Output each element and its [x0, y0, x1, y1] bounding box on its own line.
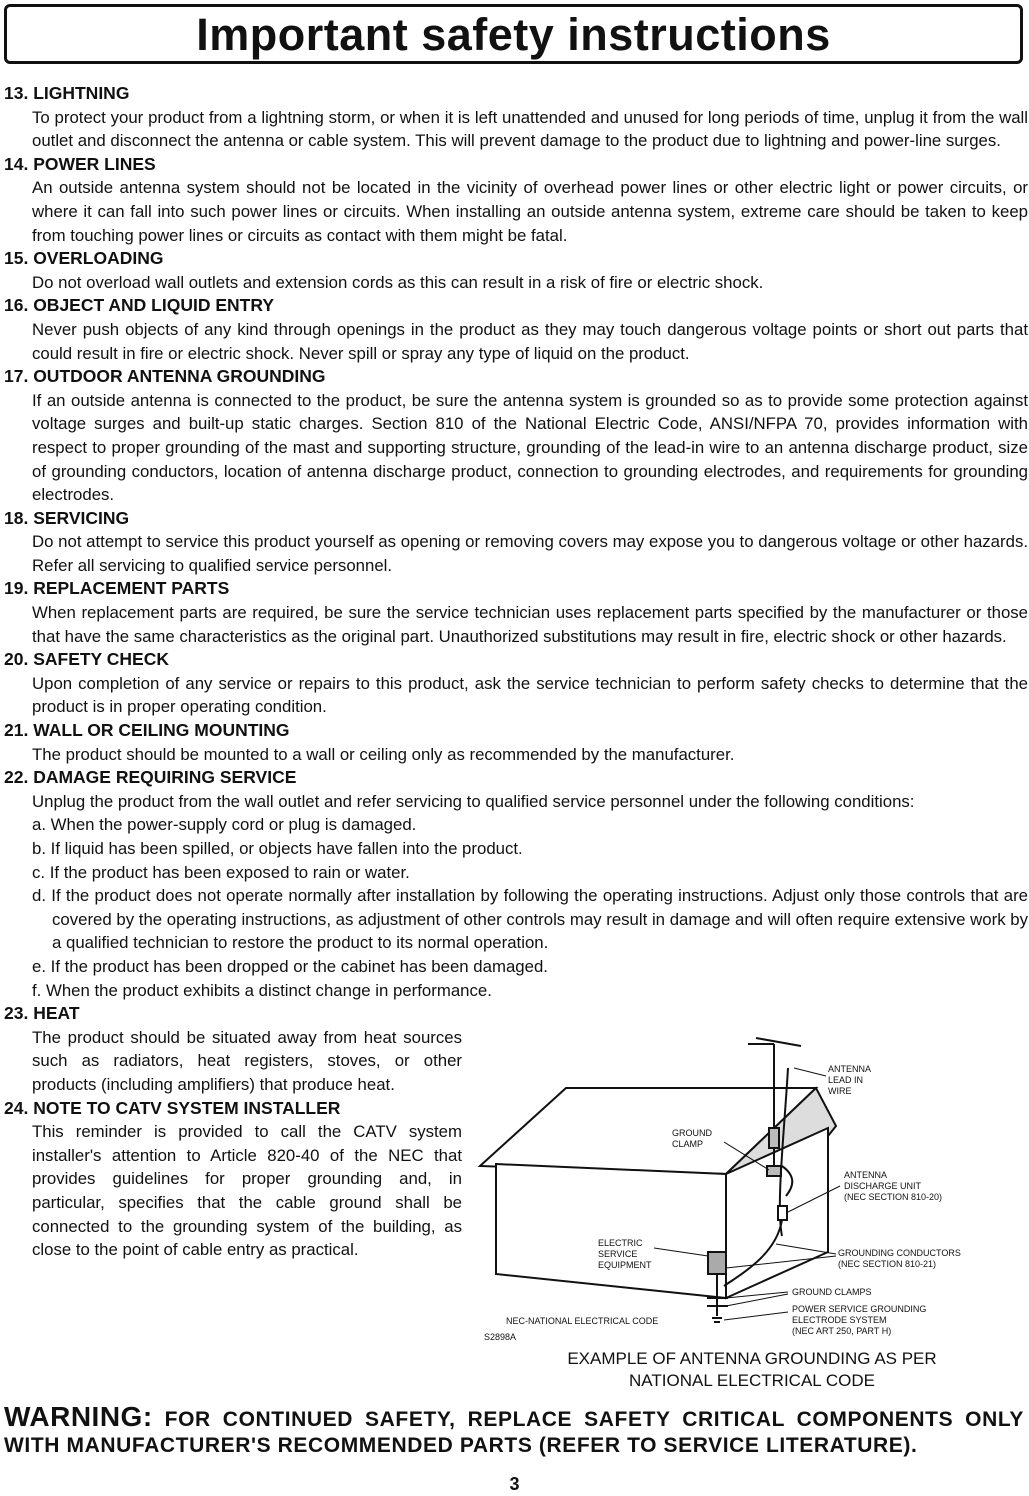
section-heading: 14. POWER LINES	[4, 153, 156, 174]
ground-clamps-label: GROUND CLAMPS	[792, 1287, 872, 1297]
section-heading: 13. LIGHTNING	[4, 83, 130, 103]
section-text: When replacement parts are required, be sure the service technician uses replacement parts specified by the manufacturer or those that have the same characteristics as the original part. Unauthorized substitutions may result in fire, electric shock or other hazards.	[32, 603, 1028, 646]
section-heading: 18. SERVICING	[4, 507, 130, 528]
warning-label: WARNING:	[4, 1401, 153, 1432]
section-heading: 16. OBJECT AND LIQUID ENTRY	[4, 295, 274, 316]
section-22	[4, 766, 1028, 1002]
section-24	[4, 1097, 462, 1262]
section-text: The product should be situated away from heat sources such as radiators, heat registers, stoves, or other products (including amplifiers) that produce heat.	[32, 1027, 462, 1094]
grounding-illustration	[476, 1036, 1028, 1396]
section-text: This reminder is provided to call the CATV system installer's attention to Article 820-40 of the NEC that provides guidelines for proper grounding and, in particular, specifies that the cable ground shall be connected to the grounding system of the building, as close to the point of cable entry as practical.	[32, 1122, 462, 1260]
title-banner	[4, 4, 1023, 64]
section-text: To protect your product from a lightning storm, or when it is left unattended and unused for long periods of time, unplug it from the wall outlet and disconnect the antenna or cable system. This will prevent damage to the product due to lightning and power-line surges.	[32, 107, 1028, 151]
section-heading: 15. OVERLOADING	[4, 248, 164, 269]
ground-clamp-label: GROUND CLAMP	[672, 1128, 712, 1149]
list-item: d. If the product does not operate normally after installation by following the operating instructions. Adjust only those controls that are covered by the operating instructions, as adjustment of other controls may result in damage and will often require extensive work by a qualified technician to restore the product to its normal operation.	[32, 886, 1028, 953]
page-number: 3	[509, 1474, 520, 1494]
list-item: e. If the product has been dropped or the cabinet has been damaged.	[32, 956, 548, 976]
section-text: Upon completion of any service or repairs to this product, ask the service technician to perform safety checks to determine that the product is in proper operating condition.	[32, 673, 1028, 717]
section-text: An outside antenna system should not be located in the vicinity of overhead power lines or other electric light or power circuits, or where it can fall into such power lines or circuits. When installing an outside antenna system, extreme care should be taken to keep from touching power lines or circuits as contact with them might be fatal.	[32, 178, 1028, 245]
house-illustration	[480, 1088, 836, 1298]
list-item: c. If the product has been exposed to rain or water.	[32, 862, 410, 882]
page-title: Important safety instructions	[196, 8, 831, 60]
section-20	[4, 648, 1028, 719]
section-text: If an outside antenna is connected to the product, be sure the antenna system is grounded so as to provide some protection against voltage surges and built-up static charges. Section 810 of the National Electric Code, ANSI/NFPA 70, provides information with respect to proper grounding of the mast and supporting structure, grounding of the lead-in wire to an antenna discharge product, size of grounding conductors, location of antenna discharge product, connection to grounding electrodes, and requirements for grounding electrodes.	[32, 390, 1028, 505]
section-text: Unplug the product from the wall outlet and refer servicing to qualified service personnel under the following conditions:	[32, 791, 915, 811]
warning-notice	[4, 1401, 1024, 1459]
warning-text: FOR CONTINUED SAFETY, REPLACE SAFETY CRITICAL COMPONENTS ONLY WITH MANUFACTURER'S RECOMMENDED PARTS (REFER TO SERVICE LITERATURE).	[4, 1408, 1024, 1457]
section-heading: 22. DAMAGE REQUIRING SERVICE	[4, 767, 297, 788]
grounding-conductors-label: GROUNDING CONDUCTORS (NEC SECTION 810-21)	[838, 1248, 961, 1269]
discharge-unit-label: ANTENNA DISCHARGE UNIT (NEC SECTION 810-20)	[844, 1170, 943, 1202]
section-23	[4, 1002, 462, 1096]
section-21	[4, 719, 1028, 766]
section-13	[4, 82, 1028, 153]
diagram-code: S2898A	[484, 1332, 517, 1342]
section-heading: 21. WALL OR CEILING MOUNTING	[4, 720, 290, 741]
list-item: a. When the power-supply cord or plug is damaged.	[32, 815, 417, 835]
section-text: Never push objects of any kind through openings in the product as they may touch dangerous voltage points or short out parts that could result in fire or electric shock. Never spill or spray any type of liquid on the product.	[32, 319, 1028, 363]
section-text: Do not attempt to service this product yourself as opening or removing covers may expose you to dangerous voltage or other hazards. Refer all servicing to qualified service personnel.	[32, 532, 1028, 575]
list-item: f. When the product exhibits a distinct change in performance.	[32, 980, 492, 1000]
section-heading: 20. SAFETY CHECK	[4, 649, 169, 670]
power-service-label: POWER SERVICE GROUNDING ELECTRODE SYSTEM (NEC ART 250, PART H)	[792, 1304, 927, 1336]
section-heading: 19. REPLACEMENT PARTS	[4, 578, 230, 599]
section-text: Do not overload wall outlets and extension cords as this can result in a risk of fire or electric shock.	[32, 272, 764, 292]
list-item: b. If liquid has been spilled, or objects have fallen into the product.	[32, 839, 523, 858]
section-18	[4, 507, 1028, 578]
diagram-caption-line-2: NATIONAL ELECTRICAL CODE	[629, 1371, 875, 1390]
house-front-wall	[496, 1164, 726, 1298]
section-heading: 17. OUTDOOR ANTENNA GROUNDING	[4, 366, 326, 387]
section-19	[4, 577, 1028, 648]
section-15	[4, 247, 1028, 294]
antenna-lead-in-label: ANTENNA LEAD IN WIRE	[828, 1064, 871, 1096]
section-14	[4, 153, 1028, 247]
section-heading: 23. HEAT	[4, 1003, 80, 1024]
section-17	[4, 365, 1028, 507]
antenna-grounding-diagram	[476, 1036, 1028, 1396]
section-16	[4, 294, 1028, 365]
section-heading: 24. NOTE TO CATV SYSTEM INSTALLER	[4, 1097, 341, 1118]
nec-label: NEC-NATIONAL ELECTRICAL CODE	[506, 1316, 659, 1326]
section-text: The product should be mounted to a wall or ceiling only as recommended by the manufacturer.	[32, 744, 735, 764]
electric-service-label: ELECTRIC SERVICE EQUIPMENT	[598, 1238, 652, 1270]
diagram-caption-line-1: EXAMPLE OF ANTENNA GROUNDING AS PER	[567, 1349, 937, 1368]
